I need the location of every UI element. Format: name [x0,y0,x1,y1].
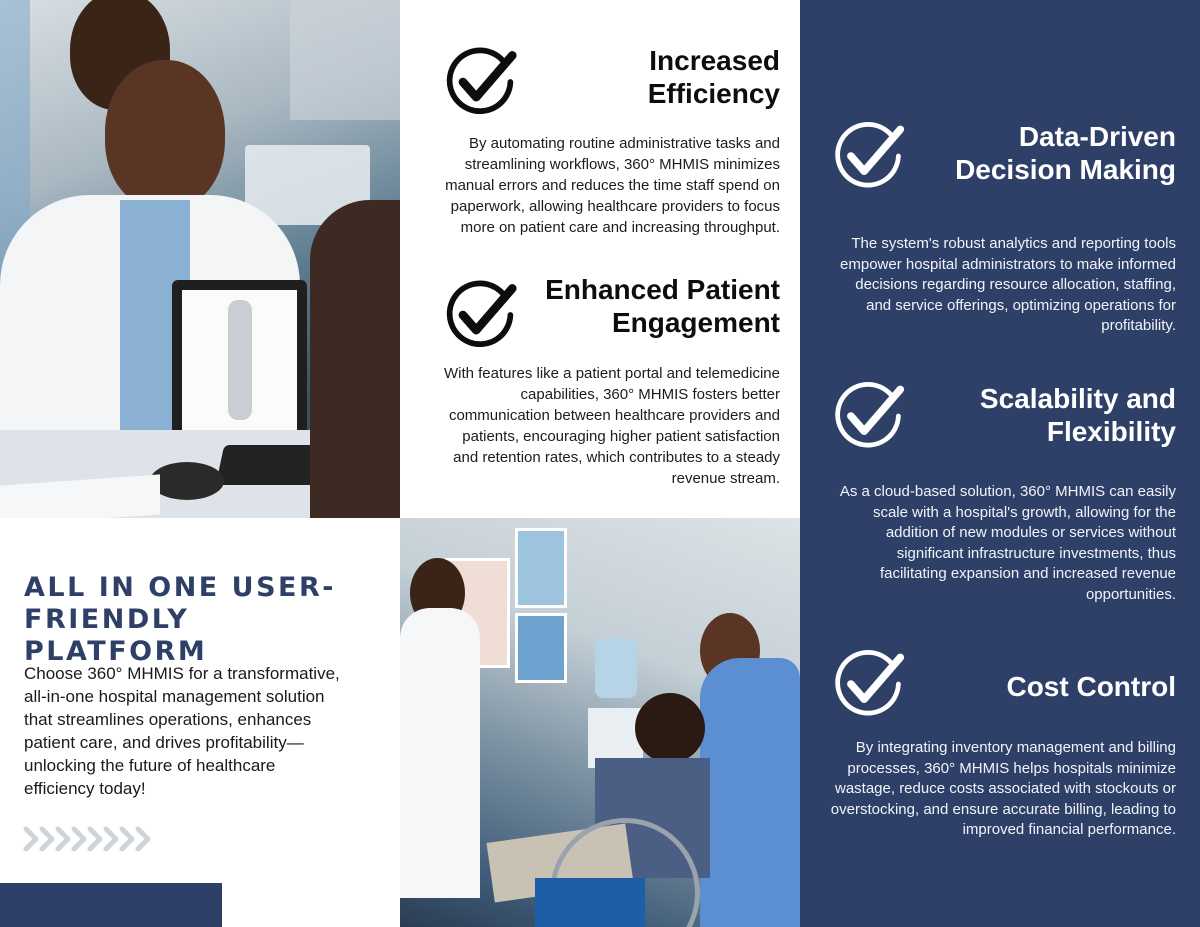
feature-increased-efficiency [440,44,780,238]
feature-scalability-and-flexibility [830,378,1176,605]
feature-title: Scalability and Flexibility [979,383,1176,447]
platform-description: Choose 360° MHMIS for a transformative, all-in-one hospital management solution that streamlines operations, enhances patient care, and drives profitability—unlocking the future of healthcare efficiency today! [24,664,340,798]
chevron-right-icon [42,829,52,849]
feature-data-driven-decision-making [830,118,1176,337]
chevron-right-icon [90,829,100,849]
platform-heading: ALL IN ONE USER-FRIENDLY PLATFORM [24,572,336,667]
wheelchair-patient-photo [400,518,800,927]
feature-enhanced-patient-engagement [440,273,780,489]
checkmark-circle-icon [830,646,906,722]
checkmark-circle-icon [830,118,906,194]
checkmark-circle-icon [830,378,906,454]
checkmark-circle-icon [442,44,518,120]
chevron-row [22,826,152,852]
feature-title: Increased Efficiency [647,45,780,109]
feature-description: With features like a patient portal and telemedicine capabilities, 360° MHMIS fosters better communication between healthcare providers and patients, encouraging higher patient satisfaction and retention rates, which contributes to a steady revenue stream. [443,365,780,487]
doctor-tablet-photo [0,0,400,518]
feature-title: Data-Driven Decision Making [955,121,1176,185]
feature-description: By integrating inventory management and billing processes, 360° MHMIS helps hospitals minimize wastage, reduce costs associated with stockouts or overstocking, and ensure accurate billing, leading to improved financial performance. [830,739,1176,838]
chevron-right-icon [74,829,84,849]
feature-cost-control [830,646,1176,841]
chevron-right-icon [122,829,132,849]
feature-description: The system's robust analytics and reporting tools empower hospital administrators to make informed decisions regarding resource allocation, staffing, and service offerings, optimizing operations for profitability. [840,235,1176,334]
footer-accent-bar [0,883,222,927]
feature-title: Cost Control [1006,671,1176,702]
chevron-right-icon [138,829,148,849]
feature-title: Enhanced Patient Engagement [545,274,780,338]
feature-description: By automating routine administrative tasks and streamlining workflows, 360° MHMIS minimizes manual errors and reduces the time staff spend on paperwork, allowing healthcare providers to focus more on patient care and increasing throughput. [445,135,780,236]
chevron-right-icon [58,829,68,849]
chevron-right-icon [106,829,116,849]
feature-description: As a cloud-based solution, 360° MHMIS can easily scale with a hospital's growth, allowing for the addition of new modules or services without significant infrastructure investments, thus facilitating expansion and increased revenue opportunities. [839,483,1176,603]
chevron-right-icon [26,829,36,849]
